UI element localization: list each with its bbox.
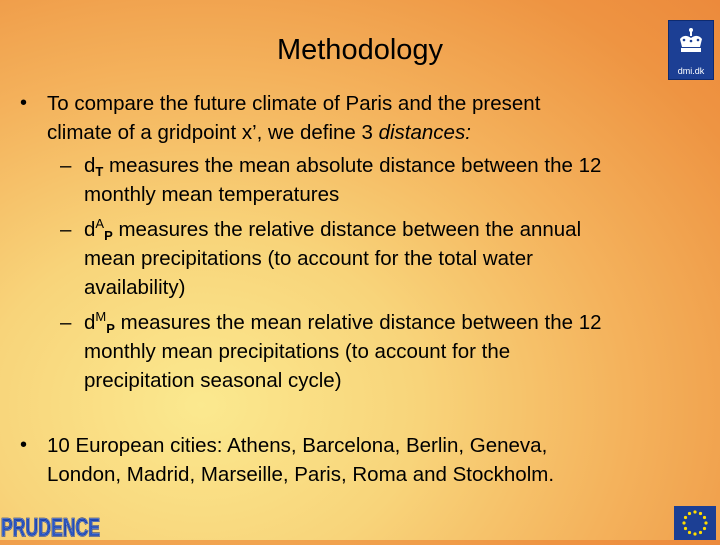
bullet2-line2: London, Madrid, Marseille, Paris, Roma and Stockholm.	[47, 463, 555, 486]
eu-stars-icon	[674, 506, 716, 540]
sub2-line3: availability)	[84, 276, 186, 299]
dash-marker: –	[60, 311, 72, 334]
distances-emphasis: distances:	[378, 121, 471, 144]
bullet1-line2: climate of a gridpoint x’, we define 3 distances:	[47, 121, 471, 144]
sub2-line2: mean precipitations (to account for the total water	[84, 247, 533, 270]
eu-flag	[674, 506, 716, 540]
dmi-logo	[668, 20, 714, 80]
sub2-line1: $d^A_P$ measures the relative distance between the annual	[84, 216, 582, 243]
bullet2-line1: 10 European cities: Athens, Barcelona, Berlin, Geneva,	[47, 434, 548, 457]
sub3-line1: $d^M_P$ measures the mean relative distance between the 12	[84, 309, 602, 336]
svg-text:PRUDENCE: PRUDENCE	[1, 514, 100, 540]
sub1-line1: $d_T$ measures the mean absolute distance between the 12	[84, 154, 602, 179]
bullet1-line1: To compare the future climate of Paris and the present	[47, 92, 541, 115]
bullet-marker: •	[20, 434, 28, 456]
sub3-line3: precipitation seasonal cycle)	[84, 369, 342, 392]
crown-icon	[676, 27, 706, 57]
sub1-line2: monthly mean temperatures	[84, 183, 340, 206]
dmi-logo-text: dmi.dk	[677, 66, 705, 76]
prudence-logo	[0, 510, 102, 540]
sub3-line2: monthly mean precipitations (to account for the	[84, 340, 511, 363]
bullet-marker: •	[20, 92, 28, 114]
dash-marker: –	[60, 218, 72, 241]
dash-marker: –	[60, 154, 72, 177]
slide-title: Methodology	[276, 34, 444, 66]
svg-text:PRUDENCE: PRUDENCE	[1, 514, 100, 540]
